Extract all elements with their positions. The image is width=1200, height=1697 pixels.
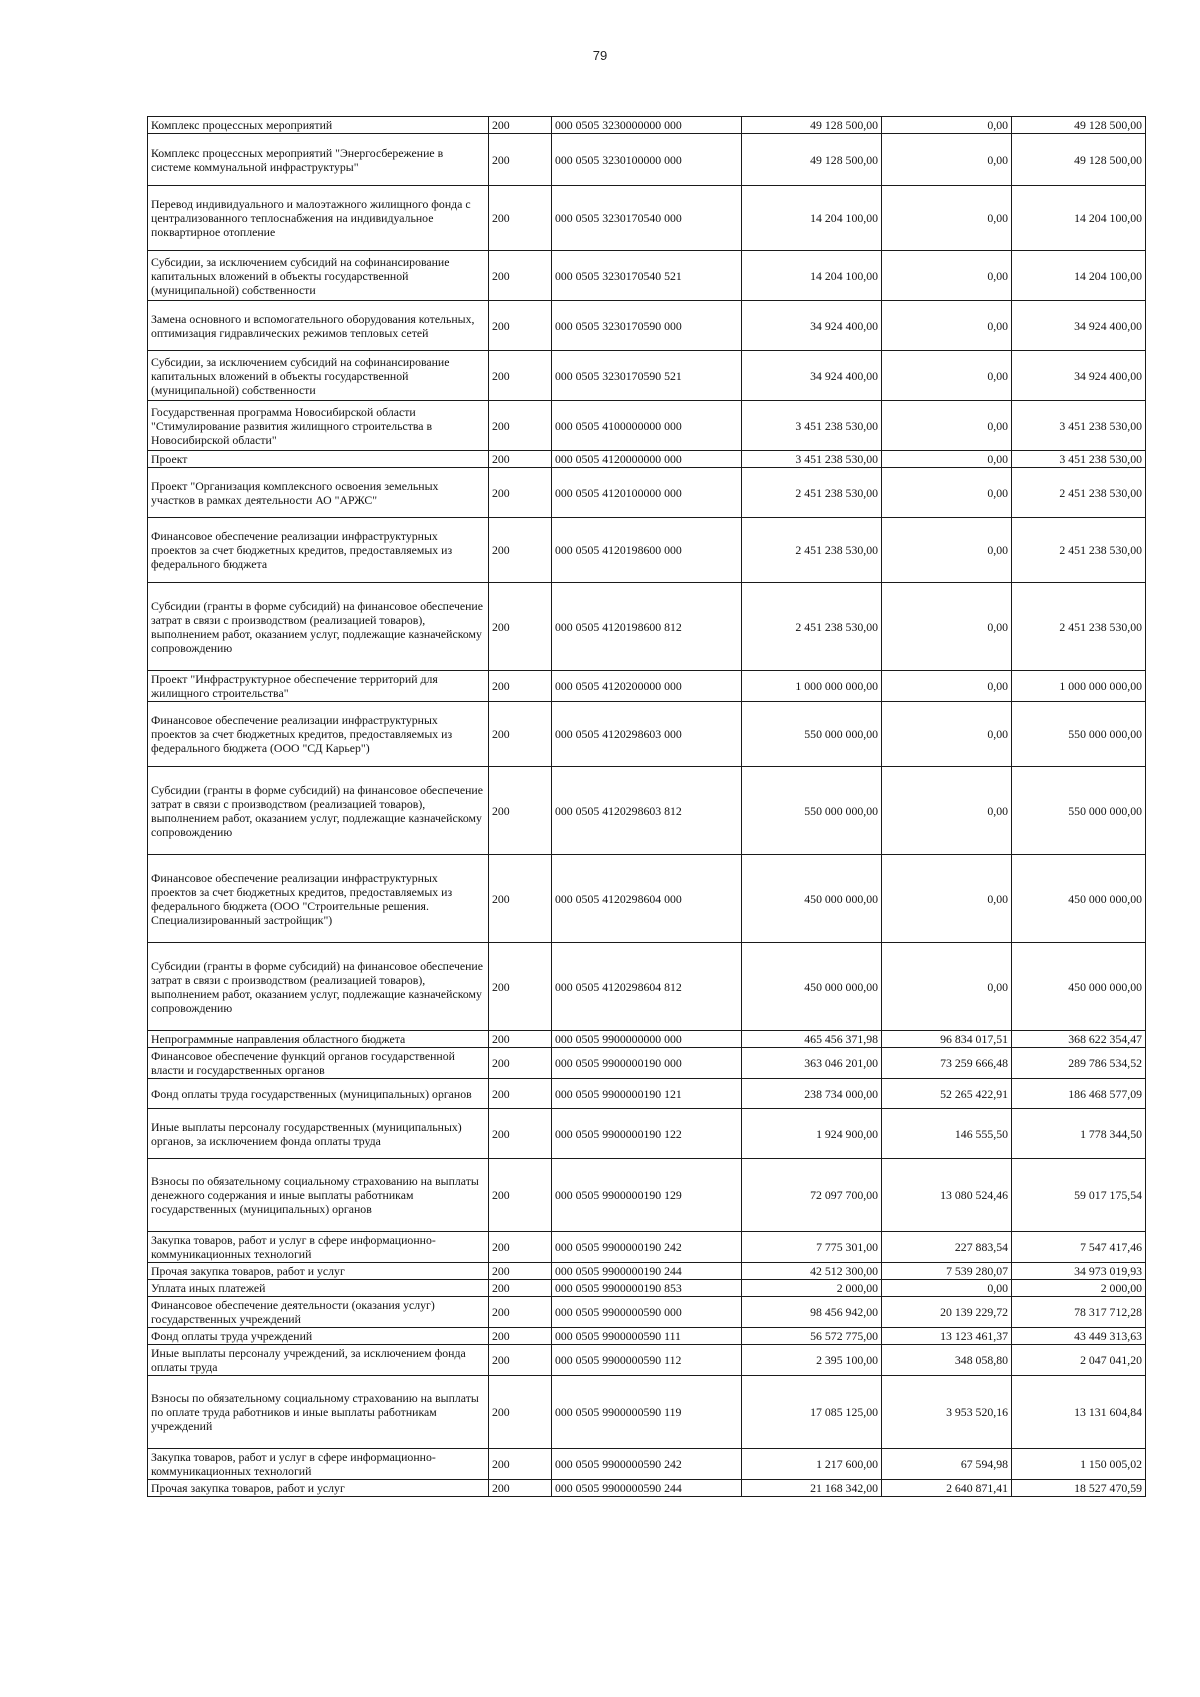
row-approved-amount: 14 204 100,00 <box>742 186 882 251</box>
row-remaining-amount: 550 000 000,00 <box>1012 702 1146 767</box>
table-row <box>148 251 1146 301</box>
row-approved-amount: 3 451 238 530,00 <box>742 401 882 451</box>
row-executed-amount: 146 555,50 <box>882 1109 1012 1159</box>
row-name: Проект "Инфраструктурное обеспечение территорий для жилищного строительства" <box>148 671 489 702</box>
table-row <box>148 855 1146 943</box>
row-name: Государственная программа Новосибирской области "Стимулирование развития жилищного строительства в Новосибирской области" <box>148 401 489 451</box>
row-executed-amount: 0,00 <box>882 671 1012 702</box>
row-classification-code: 000 0505 4120100000 000 <box>552 468 742 518</box>
table-row <box>148 468 1146 518</box>
table-row <box>148 1232 1146 1263</box>
row-code: 200 <box>489 1048 552 1079</box>
row-approved-amount: 98 456 942,00 <box>742 1297 882 1328</box>
row-code: 200 <box>489 1109 552 1159</box>
row-remaining-amount: 3 451 238 530,00 <box>1012 451 1146 468</box>
table-row <box>148 1297 1146 1328</box>
row-executed-amount: 348 058,80 <box>882 1345 1012 1376</box>
row-classification-code: 000 0505 4120000000 000 <box>552 451 742 468</box>
table-row <box>148 1449 1146 1480</box>
row-name: Финансовое обеспечение функций органов государственной власти и государственных органов <box>148 1048 489 1079</box>
row-classification-code: 000 0505 9900000190 122 <box>552 1109 742 1159</box>
row-classification-code: 000 0505 4120200000 000 <box>552 671 742 702</box>
table-row <box>148 401 1146 451</box>
row-name: Финансовое обеспечение реализации инфраструктурных проектов за счет бюджетных кредитов, предоставляемых из федерального бюджета (ООО "Строительные решения. Специализированный застройщик") <box>148 855 489 943</box>
row-approved-amount: 2 451 238 530,00 <box>742 468 882 518</box>
table-row <box>148 943 1146 1031</box>
row-approved-amount: 72 097 700,00 <box>742 1159 882 1232</box>
row-executed-amount: 73 259 666,48 <box>882 1048 1012 1079</box>
row-executed-amount: 0,00 <box>882 518 1012 583</box>
row-remaining-amount: 49 128 500,00 <box>1012 117 1146 134</box>
row-approved-amount: 17 085 125,00 <box>742 1376 882 1449</box>
row-executed-amount: 227 883,54 <box>882 1232 1012 1263</box>
row-code: 200 <box>489 1232 552 1263</box>
row-executed-amount: 0,00 <box>882 943 1012 1031</box>
row-approved-amount: 34 924 400,00 <box>742 301 882 351</box>
row-remaining-amount: 3 451 238 530,00 <box>1012 401 1146 451</box>
table-row <box>148 1328 1146 1345</box>
row-name: Комплекс процессных мероприятий "Энергосбережение в системе коммунальной инфраструктуры" <box>148 134 489 186</box>
row-name: Взносы по обязательному социальному страхованию на выплаты денежного содержания и иные выплаты работникам государственных (муниципальных) органов <box>148 1159 489 1232</box>
row-remaining-amount: 43 449 313,63 <box>1012 1328 1146 1345</box>
row-classification-code: 000 0505 4120298604 000 <box>552 855 742 943</box>
row-code: 200 <box>489 518 552 583</box>
row-remaining-amount: 1 150 005,02 <box>1012 1449 1146 1480</box>
row-remaining-amount: 2 451 238 530,00 <box>1012 468 1146 518</box>
row-approved-amount: 465 456 371,98 <box>742 1031 882 1048</box>
row-approved-amount: 7 775 301,00 <box>742 1232 882 1263</box>
row-code: 200 <box>489 855 552 943</box>
row-name: Уплата иных платежей <box>148 1280 489 1297</box>
row-code: 200 <box>489 671 552 702</box>
row-approved-amount: 34 924 400,00 <box>742 351 882 401</box>
row-name: Проект "Организация комплексного освоения земельных участков в рамках деятельности АО "АРЖС" <box>148 468 489 518</box>
row-remaining-amount: 2 451 238 530,00 <box>1012 583 1146 671</box>
row-classification-code: 000 0505 4120198600 812 <box>552 583 742 671</box>
row-remaining-amount: 368 622 354,47 <box>1012 1031 1146 1048</box>
row-executed-amount: 0,00 <box>882 301 1012 351</box>
row-approved-amount: 49 128 500,00 <box>742 117 882 134</box>
table-row <box>148 117 1146 134</box>
row-code: 200 <box>489 1159 552 1232</box>
table-row <box>148 1376 1146 1449</box>
row-code: 200 <box>489 351 552 401</box>
row-classification-code: 000 0505 9900000190 244 <box>552 1263 742 1280</box>
row-classification-code: 000 0505 9900000590 242 <box>552 1449 742 1480</box>
row-remaining-amount: 34 973 019,93 <box>1012 1263 1146 1280</box>
row-executed-amount: 0,00 <box>882 134 1012 186</box>
table-row <box>148 1079 1146 1109</box>
row-code: 200 <box>489 943 552 1031</box>
row-name: Иные выплаты персоналу государственных (муниципальных) органов, за исключением фонда оплаты труда <box>148 1109 489 1159</box>
row-code: 200 <box>489 251 552 301</box>
row-name: Перевод индивидуального и малоэтажного жилищного фонда с централизованного теплоснабжения на индивидуальное поквартирное отопление <box>148 186 489 251</box>
table-body <box>148 117 1146 1497</box>
row-executed-amount: 0,00 <box>882 186 1012 251</box>
row-approved-amount: 1 000 000 000,00 <box>742 671 882 702</box>
table-row <box>148 1031 1146 1048</box>
row-approved-amount: 238 734 000,00 <box>742 1079 882 1109</box>
row-executed-amount: 0,00 <box>882 583 1012 671</box>
row-name: Субсидии (гранты в форме субсидий) на финансовое обеспечение затрат в связи с производством (реализацией товаров), выполнением работ, оказанием услуг, подлежащие казначейскому сопровождению <box>148 583 489 671</box>
row-remaining-amount: 2 451 238 530,00 <box>1012 518 1146 583</box>
row-code: 200 <box>489 1079 552 1109</box>
row-executed-amount: 0,00 <box>882 468 1012 518</box>
row-remaining-amount: 450 000 000,00 <box>1012 943 1146 1031</box>
row-approved-amount: 550 000 000,00 <box>742 767 882 855</box>
row-remaining-amount: 1 000 000 000,00 <box>1012 671 1146 702</box>
row-executed-amount: 0,00 <box>882 251 1012 301</box>
row-approved-amount: 363 046 201,00 <box>742 1048 882 1079</box>
row-classification-code: 000 0505 4120298603 812 <box>552 767 742 855</box>
row-code: 200 <box>489 1328 552 1345</box>
row-remaining-amount: 78 317 712,28 <box>1012 1297 1146 1328</box>
row-approved-amount: 450 000 000,00 <box>742 855 882 943</box>
row-name: Фонд оплаты труда государственных (муниципальных) органов <box>148 1079 489 1109</box>
row-remaining-amount: 7 547 417,46 <box>1012 1232 1146 1263</box>
row-classification-code: 000 0505 9900000190 853 <box>552 1280 742 1297</box>
row-executed-amount: 52 265 422,91 <box>882 1079 1012 1109</box>
row-code: 200 <box>489 186 552 251</box>
row-code: 200 <box>489 451 552 468</box>
row-name: Финансовое обеспечение реализации инфраструктурных проектов за счет бюджетных кредитов, предоставляемых из федерального бюджета <box>148 518 489 583</box>
row-executed-amount: 20 139 229,72 <box>882 1297 1012 1328</box>
budget-execution-table <box>147 116 1146 1497</box>
row-classification-code: 000 0505 4120298603 000 <box>552 702 742 767</box>
table-row <box>148 1345 1146 1376</box>
row-classification-code: 000 0505 9900000590 244 <box>552 1480 742 1497</box>
row-name: Прочая закупка товаров, работ и услуг <box>148 1480 489 1497</box>
row-remaining-amount: 18 527 470,59 <box>1012 1480 1146 1497</box>
row-code: 200 <box>489 1345 552 1376</box>
row-name: Комплекс процессных мероприятий <box>148 117 489 134</box>
row-code: 200 <box>489 301 552 351</box>
row-approved-amount: 21 168 342,00 <box>742 1480 882 1497</box>
row-remaining-amount: 550 000 000,00 <box>1012 767 1146 855</box>
row-executed-amount: 13 080 524,46 <box>882 1159 1012 1232</box>
table-row <box>148 301 1146 351</box>
row-code: 200 <box>489 1031 552 1048</box>
table-row <box>148 767 1146 855</box>
row-name: Субсидии, за исключением субсидий на софинансирование капитальных вложений в объекты государственной (муниципальной) собственности <box>148 251 489 301</box>
row-classification-code: 000 0505 9900000190 129 <box>552 1159 742 1232</box>
table-row <box>148 1280 1146 1297</box>
row-classification-code: 000 0505 4120198600 000 <box>552 518 742 583</box>
row-name: Иные выплаты персоналу учреждений, за исключением фонда оплаты труда <box>148 1345 489 1376</box>
row-executed-amount: 0,00 <box>882 451 1012 468</box>
row-name: Субсидии (гранты в форме субсидий) на финансовое обеспечение затрат в связи с производством (реализацией товаров), выполнением работ, оказанием услуг, подлежащие казначейскому сопровождению <box>148 943 489 1031</box>
row-approved-amount: 2 395 100,00 <box>742 1345 882 1376</box>
table-row <box>148 583 1146 671</box>
row-approved-amount: 3 451 238 530,00 <box>742 451 882 468</box>
table-row <box>148 1159 1146 1232</box>
row-code: 200 <box>489 1297 552 1328</box>
row-classification-code: 000 0505 9900000590 000 <box>552 1297 742 1328</box>
row-code: 200 <box>489 401 552 451</box>
row-approved-amount: 550 000 000,00 <box>742 702 882 767</box>
table-row <box>148 1480 1146 1497</box>
row-approved-amount: 2 451 238 530,00 <box>742 583 882 671</box>
table-row <box>148 1048 1146 1079</box>
row-classification-code: 000 0505 3230170590 521 <box>552 351 742 401</box>
row-name: Финансовое обеспечение деятельности (оказания услуг) государственных учреждений <box>148 1297 489 1328</box>
row-name: Субсидии, за исключением субсидий на софинансирование капитальных вложений в объекты государственной (муниципальной) собственности <box>148 351 489 401</box>
row-classification-code: 000 0505 9900000590 111 <box>552 1328 742 1345</box>
row-remaining-amount: 34 924 400,00 <box>1012 301 1146 351</box>
table-row <box>148 186 1146 251</box>
table-row <box>148 671 1146 702</box>
table-row <box>148 1109 1146 1159</box>
row-approved-amount: 42 512 300,00 <box>742 1263 882 1280</box>
row-name: Проект <box>148 451 489 468</box>
row-classification-code: 000 0505 9900000000 000 <box>552 1031 742 1048</box>
row-code: 200 <box>489 1280 552 1297</box>
row-code: 200 <box>489 583 552 671</box>
table-row <box>148 134 1146 186</box>
row-classification-code: 000 0505 9900000590 119 <box>552 1376 742 1449</box>
row-remaining-amount: 289 786 534,52 <box>1012 1048 1146 1079</box>
row-code: 200 <box>489 767 552 855</box>
row-code: 200 <box>489 1376 552 1449</box>
table-row <box>148 1263 1146 1280</box>
row-remaining-amount: 186 468 577,09 <box>1012 1079 1146 1109</box>
row-name: Взносы по обязательному социальному страхованию на выплаты по оплате труда работников и иные выплаты работникам учреждений <box>148 1376 489 1449</box>
row-approved-amount: 1 217 600,00 <box>742 1449 882 1480</box>
row-remaining-amount: 14 204 100,00 <box>1012 251 1146 301</box>
row-name: Субсидии (гранты в форме субсидий) на финансовое обеспечение затрат в связи с производством (реализацией товаров), выполнением работ, оказанием услуг, подлежащие казначейскому сопровождению <box>148 767 489 855</box>
row-code: 200 <box>489 468 552 518</box>
row-name: Закупка товаров, работ и услуг в сфере информационно-коммуникационных технологий <box>148 1449 489 1480</box>
row-code: 200 <box>489 134 552 186</box>
row-remaining-amount: 59 017 175,54 <box>1012 1159 1146 1232</box>
row-classification-code: 000 0505 3230000000 000 <box>552 117 742 134</box>
table-row <box>148 702 1146 767</box>
row-name: Замена основного и вспомогательного оборудования котельных, оптимизация гидравлических режимов тепловых сетей <box>148 301 489 351</box>
row-approved-amount: 56 572 775,00 <box>742 1328 882 1345</box>
row-approved-amount: 450 000 000,00 <box>742 943 882 1031</box>
table-row <box>148 451 1146 468</box>
row-executed-amount: 7 539 280,07 <box>882 1263 1012 1280</box>
row-classification-code: 000 0505 3230170590 000 <box>552 301 742 351</box>
row-classification-code: 000 0505 3230170540 000 <box>552 186 742 251</box>
row-executed-amount: 0,00 <box>882 1280 1012 1297</box>
row-remaining-amount: 1 778 344,50 <box>1012 1109 1146 1159</box>
row-executed-amount: 13 123 461,37 <box>882 1328 1012 1345</box>
row-approved-amount: 1 924 900,00 <box>742 1109 882 1159</box>
row-code: 200 <box>489 1449 552 1480</box>
row-classification-code: 000 0505 9900000190 000 <box>552 1048 742 1079</box>
row-remaining-amount: 14 204 100,00 <box>1012 186 1146 251</box>
row-executed-amount: 3 953 520,16 <box>882 1376 1012 1449</box>
row-code: 200 <box>489 702 552 767</box>
row-executed-amount: 0,00 <box>882 855 1012 943</box>
row-executed-amount: 96 834 017,51 <box>882 1031 1012 1048</box>
row-remaining-amount: 34 924 400,00 <box>1012 351 1146 401</box>
row-executed-amount: 0,00 <box>882 117 1012 134</box>
row-executed-amount: 0,00 <box>882 351 1012 401</box>
row-approved-amount: 14 204 100,00 <box>742 251 882 301</box>
row-remaining-amount: 450 000 000,00 <box>1012 855 1146 943</box>
row-name: Финансовое обеспечение реализации инфраструктурных проектов за счет бюджетных кредитов, предоставляемых из федерального бюджета (ООО "СД Карьер") <box>148 702 489 767</box>
row-executed-amount: 67 594,98 <box>882 1449 1012 1480</box>
row-executed-amount: 0,00 <box>882 401 1012 451</box>
row-code: 200 <box>489 1263 552 1280</box>
row-remaining-amount: 2 047 041,20 <box>1012 1345 1146 1376</box>
row-approved-amount: 2 000,00 <box>742 1280 882 1297</box>
row-classification-code: 000 0505 3230100000 000 <box>552 134 742 186</box>
row-executed-amount: 2 640 871,41 <box>882 1480 1012 1497</box>
row-executed-amount: 0,00 <box>882 767 1012 855</box>
row-classification-code: 000 0505 4120298604 812 <box>552 943 742 1031</box>
row-name: Прочая закупка товаров, работ и услуг <box>148 1263 489 1280</box>
row-classification-code: 000 0505 9900000190 121 <box>552 1079 742 1109</box>
table-row <box>148 351 1146 401</box>
row-remaining-amount: 2 000,00 <box>1012 1280 1146 1297</box>
row-remaining-amount: 13 131 604,84 <box>1012 1376 1146 1449</box>
row-code: 200 <box>489 1480 552 1497</box>
page-number: 79 <box>592 48 608 63</box>
row-classification-code: 000 0505 9900000190 242 <box>552 1232 742 1263</box>
row-executed-amount: 0,00 <box>882 702 1012 767</box>
row-classification-code: 000 0505 9900000590 112 <box>552 1345 742 1376</box>
row-code: 200 <box>489 117 552 134</box>
row-classification-code: 000 0505 4100000000 000 <box>552 401 742 451</box>
row-name: Фонд оплаты труда учреждений <box>148 1328 489 1345</box>
row-remaining-amount: 49 128 500,00 <box>1012 134 1146 186</box>
row-approved-amount: 2 451 238 530,00 <box>742 518 882 583</box>
row-name: Закупка товаров, работ и услуг в сфере информационно-коммуникационных технологий <box>148 1232 489 1263</box>
row-classification-code: 000 0505 3230170540 521 <box>552 251 742 301</box>
table-row <box>148 518 1146 583</box>
row-name: Непрограммные направления областного бюджета <box>148 1031 489 1048</box>
row-approved-amount: 49 128 500,00 <box>742 134 882 186</box>
